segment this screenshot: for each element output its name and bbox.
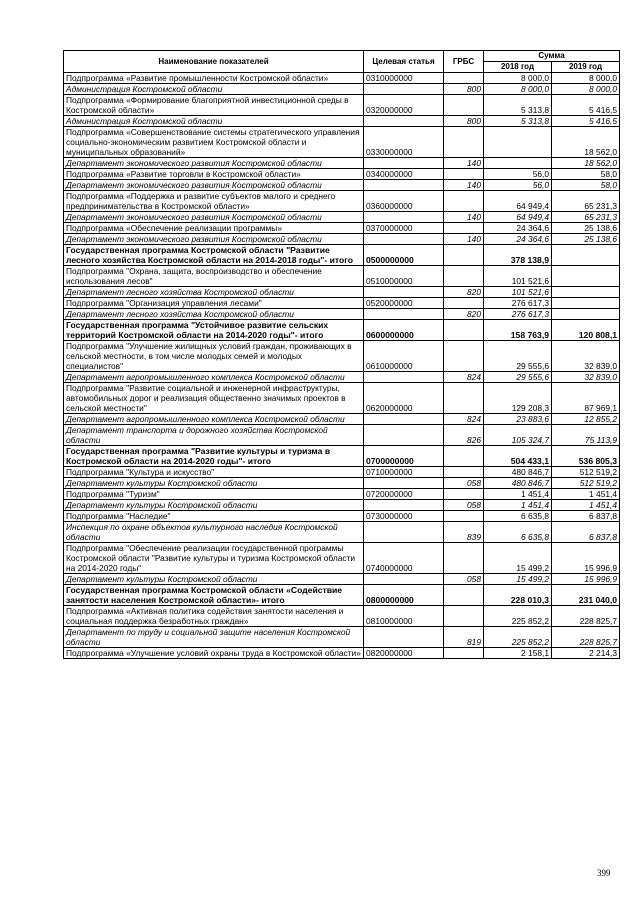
department-row [64, 158, 620, 169]
cell-grbs [444, 95, 484, 116]
cell-code [364, 574, 444, 585]
cell-code: 0360000000 [364, 191, 444, 212]
cell-grbs: 820 [444, 287, 484, 298]
cell-name: Департамент культуры Костромской области [64, 500, 364, 511]
cell-code: 0510000000 [364, 266, 444, 287]
cell-code: 0610000000 [364, 341, 444, 372]
cell-code: 0600000000 [364, 320, 444, 341]
department-row [64, 478, 620, 489]
cell-code: 0700000000 [364, 446, 444, 467]
cell-2018: 15 499,2 [484, 574, 552, 585]
cell-code: 0810000000 [364, 606, 444, 627]
cell-grbs: 140 [444, 212, 484, 223]
cell-2018: 64 949,4 [484, 191, 552, 212]
cell-2019: 5 416,5 [552, 116, 620, 127]
cell-code: 0330000000 [364, 127, 444, 158]
subprogram-row [64, 95, 620, 116]
cell-2018: 101 521,6 [484, 287, 552, 298]
cell-code: 0720000000 [364, 489, 444, 500]
cell-2019: 5 416,5 [552, 95, 620, 116]
cell-2019: 228 825,7 [552, 627, 620, 648]
cell-grbs: 058 [444, 574, 484, 585]
program-total-row [64, 585, 620, 606]
cell-name: Департамент агропромышленного комплекса Костромской области [64, 414, 364, 425]
subprogram-row [64, 191, 620, 212]
cell-grbs: 824 [444, 414, 484, 425]
cell-2018: 129 208,3 [484, 383, 552, 414]
cell-grbs [444, 467, 484, 478]
cell-2019: 65 231,3 [552, 212, 620, 223]
cell-2018: 480 846,7 [484, 478, 552, 489]
cell-code [364, 309, 444, 320]
cell-2019: 1 451,4 [552, 500, 620, 511]
cell-name: Департамент экономического развития Костромской области [64, 180, 364, 191]
cell-2019: 87 969,1 [552, 383, 620, 414]
cell-grbs: 819 [444, 627, 484, 648]
cell-code [364, 478, 444, 489]
cell-grbs: 839 [444, 522, 484, 543]
header-year-2018: 2018 год [484, 62, 552, 73]
cell-code [364, 372, 444, 383]
cell-name: Государственная программа "Развитие культуры и туризма в Костромской области на 2014-2020 годы"- итого [64, 446, 364, 467]
cell-2019: 6 837,8 [552, 522, 620, 543]
cell-name: Подпрограмма «Поддержка и развитие субъектов малого и среднего предпринимательства в Костромской области» [64, 191, 364, 212]
cell-code [364, 158, 444, 169]
department-row [64, 414, 620, 425]
subprogram-row [64, 298, 620, 309]
cell-2019: 18 562,0 [552, 158, 620, 169]
cell-2019: 58,0 [552, 180, 620, 191]
cell-code: 0340000000 [364, 169, 444, 180]
department-row [64, 574, 620, 585]
cell-2019 [552, 309, 620, 320]
cell-2019 [552, 266, 620, 287]
table-body [64, 73, 620, 659]
cell-grbs [444, 223, 484, 234]
cell-2018: 5 313,8 [484, 116, 552, 127]
cell-2018: 29 555,6 [484, 372, 552, 383]
subprogram-row [64, 127, 620, 158]
cell-name: Подпрограмма «Совершенствование системы стратегического управления социально-экономическим развитием Костромской области и муниципальных образований» [64, 127, 364, 158]
cell-name: Департамент экономического развития Костромской области [64, 212, 364, 223]
cell-name: Подпрограмма «Обеспечение реализации программы» [64, 223, 364, 234]
cell-name: Департамент культуры Костромской области [64, 478, 364, 489]
cell-code: 0820000000 [364, 648, 444, 659]
cell-2019: 32 839,0 [552, 341, 620, 372]
cell-name: Департамент по труду и социальной защите населения Костромской области [64, 627, 364, 648]
cell-2019: 8 000,0 [552, 73, 620, 84]
cell-grbs [444, 648, 484, 659]
cell-name: Государственная программа Костромской области «Содействие занятости населения Костромской области»- итого [64, 585, 364, 606]
cell-2019 [552, 245, 620, 266]
header-year-2019: 2019 год [552, 62, 620, 73]
cell-name: Подпрограмма "Развитие социальной и инженерной инфраструктуры, автомобильных дорог и реализация общественно значимых проектов в сельской местности" [64, 383, 364, 414]
cell-2018: 24 364,6 [484, 234, 552, 245]
cell-code: 0800000000 [364, 585, 444, 606]
subprogram-row [64, 266, 620, 287]
department-row [64, 116, 620, 127]
cell-2019: 2 214,3 [552, 648, 620, 659]
cell-2018: 101 521,6 [484, 266, 552, 287]
cell-name: Департамент агропромышленного комплекса Костромской области [64, 372, 364, 383]
cell-2018: 15 499,2 [484, 543, 552, 574]
subprogram-row [64, 543, 620, 574]
page-number: 399 [597, 868, 611, 878]
cell-2018: 56,0 [484, 169, 552, 180]
cell-2018: 276 617,3 [484, 309, 552, 320]
department-row [64, 425, 620, 446]
cell-2019: 536 805,3 [552, 446, 620, 467]
cell-2019: 1 451,4 [552, 489, 620, 500]
cell-code [364, 234, 444, 245]
cell-2018: 56,0 [484, 180, 552, 191]
cell-2018: 276 617,3 [484, 298, 552, 309]
subprogram-row [64, 169, 620, 180]
cell-code [364, 116, 444, 127]
cell-name: Подпрограмма "Наследие" [64, 511, 364, 522]
program-total-row [64, 245, 620, 266]
cell-2019: 18 562,0 [552, 127, 620, 158]
cell-name: Государственная программа Костромской области "Развитие лесного хозяйства Костромской области на 2014-2018 годы"- итого [64, 245, 364, 266]
cell-grbs [444, 191, 484, 212]
cell-code: 0520000000 [364, 298, 444, 309]
cell-grbs: 820 [444, 309, 484, 320]
subprogram-row [64, 383, 620, 414]
cell-grbs [444, 341, 484, 372]
cell-name: Подпрограмма "Культура и искусство" [64, 467, 364, 478]
cell-code: 0620000000 [364, 383, 444, 414]
cell-2018: 225 852,2 [484, 627, 552, 648]
department-row [64, 309, 620, 320]
subprogram-row [64, 606, 620, 627]
cell-2018: 24 364,6 [484, 223, 552, 234]
cell-code [364, 287, 444, 298]
cell-name: Подпрограмма «Улучшение условий охраны труда в Костромской области» [64, 648, 364, 659]
cell-name: Департамент экономического развития Костромской области [64, 158, 364, 169]
header-name: Наименование показателей [64, 51, 364, 73]
cell-2018: 480 846,7 [484, 467, 552, 478]
cell-grbs [444, 73, 484, 84]
cell-2018: 2 158,1 [484, 648, 552, 659]
cell-grbs [444, 320, 484, 341]
cell-grbs [444, 489, 484, 500]
department-row [64, 372, 620, 383]
cell-code [364, 212, 444, 223]
cell-2018: 8 000,0 [484, 73, 552, 84]
cell-name: Подпрограмма "Охрана, защита, воспроизводство и обеспечение использования лесов" [64, 266, 364, 287]
cell-code: 0740000000 [364, 543, 444, 574]
cell-name: Администрация Костромской области [64, 84, 364, 95]
cell-name: Департамент лесного хозяйства Костромской области [64, 287, 364, 298]
cell-name: Подпрограмма "Обеспечение реализации государственной программы Костромской области "Развитие культуры и туризма Костромской области на 2014-2020 годы" [64, 543, 364, 574]
cell-name: Администрация Костромской области [64, 116, 364, 127]
cell-code: 0710000000 [364, 467, 444, 478]
cell-2019: 6 837,8 [552, 511, 620, 522]
cell-2018 [484, 127, 552, 158]
cell-grbs [444, 383, 484, 414]
cell-grbs [444, 245, 484, 266]
cell-grbs: 058 [444, 478, 484, 489]
subprogram-row [64, 467, 620, 478]
cell-2018: 64 949,4 [484, 212, 552, 223]
cell-code: 0370000000 [364, 223, 444, 234]
cell-2018: 225 852,2 [484, 606, 552, 627]
cell-2019: 15 996,9 [552, 543, 620, 574]
cell-name: Подпрограмма "Организация управления лесами" [64, 298, 364, 309]
cell-2019: 512 519,2 [552, 478, 620, 489]
subprogram-row [64, 73, 620, 84]
cell-2019: 228 825,7 [552, 606, 620, 627]
cell-name: Департамент лесного хозяйства Костромской области [64, 309, 364, 320]
cell-2019: 512 519,2 [552, 467, 620, 478]
cell-name: Департамент экономического развития Костромской области [64, 234, 364, 245]
cell-2019: 25 138,6 [552, 234, 620, 245]
cell-grbs [444, 127, 484, 158]
cell-code [364, 500, 444, 511]
cell-code [364, 425, 444, 446]
subprogram-row [64, 341, 620, 372]
cell-2018: 1 451,4 [484, 500, 552, 511]
cell-grbs [444, 266, 484, 287]
cell-2018 [484, 158, 552, 169]
cell-name: Департамент транспорта и дорожного хозяйства Костромской области [64, 425, 364, 446]
cell-2019: 58,0 [552, 169, 620, 180]
cell-code: 0310000000 [364, 73, 444, 84]
department-row [64, 212, 620, 223]
cell-2019: 120 808,1 [552, 320, 620, 341]
cell-2019: 75 113,9 [552, 425, 620, 446]
cell-grbs: 140 [444, 234, 484, 245]
cell-grbs [444, 446, 484, 467]
cell-code: 0320000000 [364, 95, 444, 116]
cell-grbs: 826 [444, 425, 484, 446]
department-row [64, 180, 620, 191]
cell-grbs: 140 [444, 158, 484, 169]
cell-code [364, 84, 444, 95]
cell-2018: 8 000,0 [484, 84, 552, 95]
cell-name: Инспекция по охране объектов культурного наследия Костромской области [64, 522, 364, 543]
subprogram-row [64, 223, 620, 234]
cell-2018: 1 451,4 [484, 489, 552, 500]
cell-code: 0500000000 [364, 245, 444, 266]
department-row [64, 522, 620, 543]
cell-2019: 231 040,0 [552, 585, 620, 606]
cell-2019: 32 839,0 [552, 372, 620, 383]
cell-grbs [444, 543, 484, 574]
cell-2019 [552, 298, 620, 309]
cell-name: Подпрограмма «Развитие промышленности Костромской области» [64, 73, 364, 84]
cell-grbs: 140 [444, 180, 484, 191]
cell-2018: 158 763,9 [484, 320, 552, 341]
cell-name: Государственная программа "Устойчивое развитие сельских территорий Костромской области на 2014-2020 годы"- итого [64, 320, 364, 341]
subprogram-row [64, 489, 620, 500]
program-total-row [64, 446, 620, 467]
cell-grbs [444, 511, 484, 522]
cell-2019: 15 996,9 [552, 574, 620, 585]
cell-code: 0730000000 [364, 511, 444, 522]
cell-name: Подпрограмма «Формирование благоприятной инвестиционной среды в Костромской области» [64, 95, 364, 116]
cell-code [364, 627, 444, 648]
department-row [64, 287, 620, 298]
cell-grbs: 058 [444, 500, 484, 511]
cell-name: Департамент культуры Костромской области [64, 574, 364, 585]
cell-grbs [444, 169, 484, 180]
header-grbs: ГРБС [444, 51, 484, 73]
department-row [64, 234, 620, 245]
cell-2018: 5 313,8 [484, 95, 552, 116]
cell-2019: 25 138,6 [552, 223, 620, 234]
cell-2019 [552, 287, 620, 298]
table-header [64, 51, 620, 73]
cell-2018: 6 635,8 [484, 522, 552, 543]
cell-2019: 8 000,0 [552, 84, 620, 95]
cell-2018: 23 883,6 [484, 414, 552, 425]
cell-grbs: 800 [444, 116, 484, 127]
cell-2018: 504 433,1 [484, 446, 552, 467]
cell-code [364, 180, 444, 191]
cell-2018: 378 138,9 [484, 245, 552, 266]
cell-name: Подпрограмма «Активная политика содействия занятости населения и социальная поддержка безработных граждан» [64, 606, 364, 627]
cell-code [364, 414, 444, 425]
budget-table [63, 50, 620, 659]
header-code: Целевая статья [364, 51, 444, 73]
subprogram-row [64, 648, 620, 659]
header-sum: Сумма [484, 51, 620, 62]
department-row [64, 500, 620, 511]
cell-2019: 12 855,2 [552, 414, 620, 425]
department-row [64, 84, 620, 95]
cell-name: Подпрограмма "Туризм" [64, 489, 364, 500]
cell-name: Подпрограмма "Улучшение жилищных условий граждан, проживающих в сельской местности, в том числе молодых семей и молодых специалистов" [64, 341, 364, 372]
department-row [64, 627, 620, 648]
cell-grbs [444, 298, 484, 309]
cell-2018: 228 010,3 [484, 585, 552, 606]
program-total-row [64, 320, 620, 341]
subprogram-row [64, 511, 620, 522]
cell-grbs [444, 585, 484, 606]
cell-name: Подпрограмма «Развитие торговли в Костромской области» [64, 169, 364, 180]
cell-2018: 6 635,8 [484, 511, 552, 522]
cell-code [364, 522, 444, 543]
cell-grbs: 800 [444, 84, 484, 95]
cell-grbs: 824 [444, 372, 484, 383]
cell-2018: 105 324,7 [484, 425, 552, 446]
cell-grbs [444, 606, 484, 627]
cell-2018: 29 555,6 [484, 341, 552, 372]
cell-2019: 65 231,3 [552, 191, 620, 212]
